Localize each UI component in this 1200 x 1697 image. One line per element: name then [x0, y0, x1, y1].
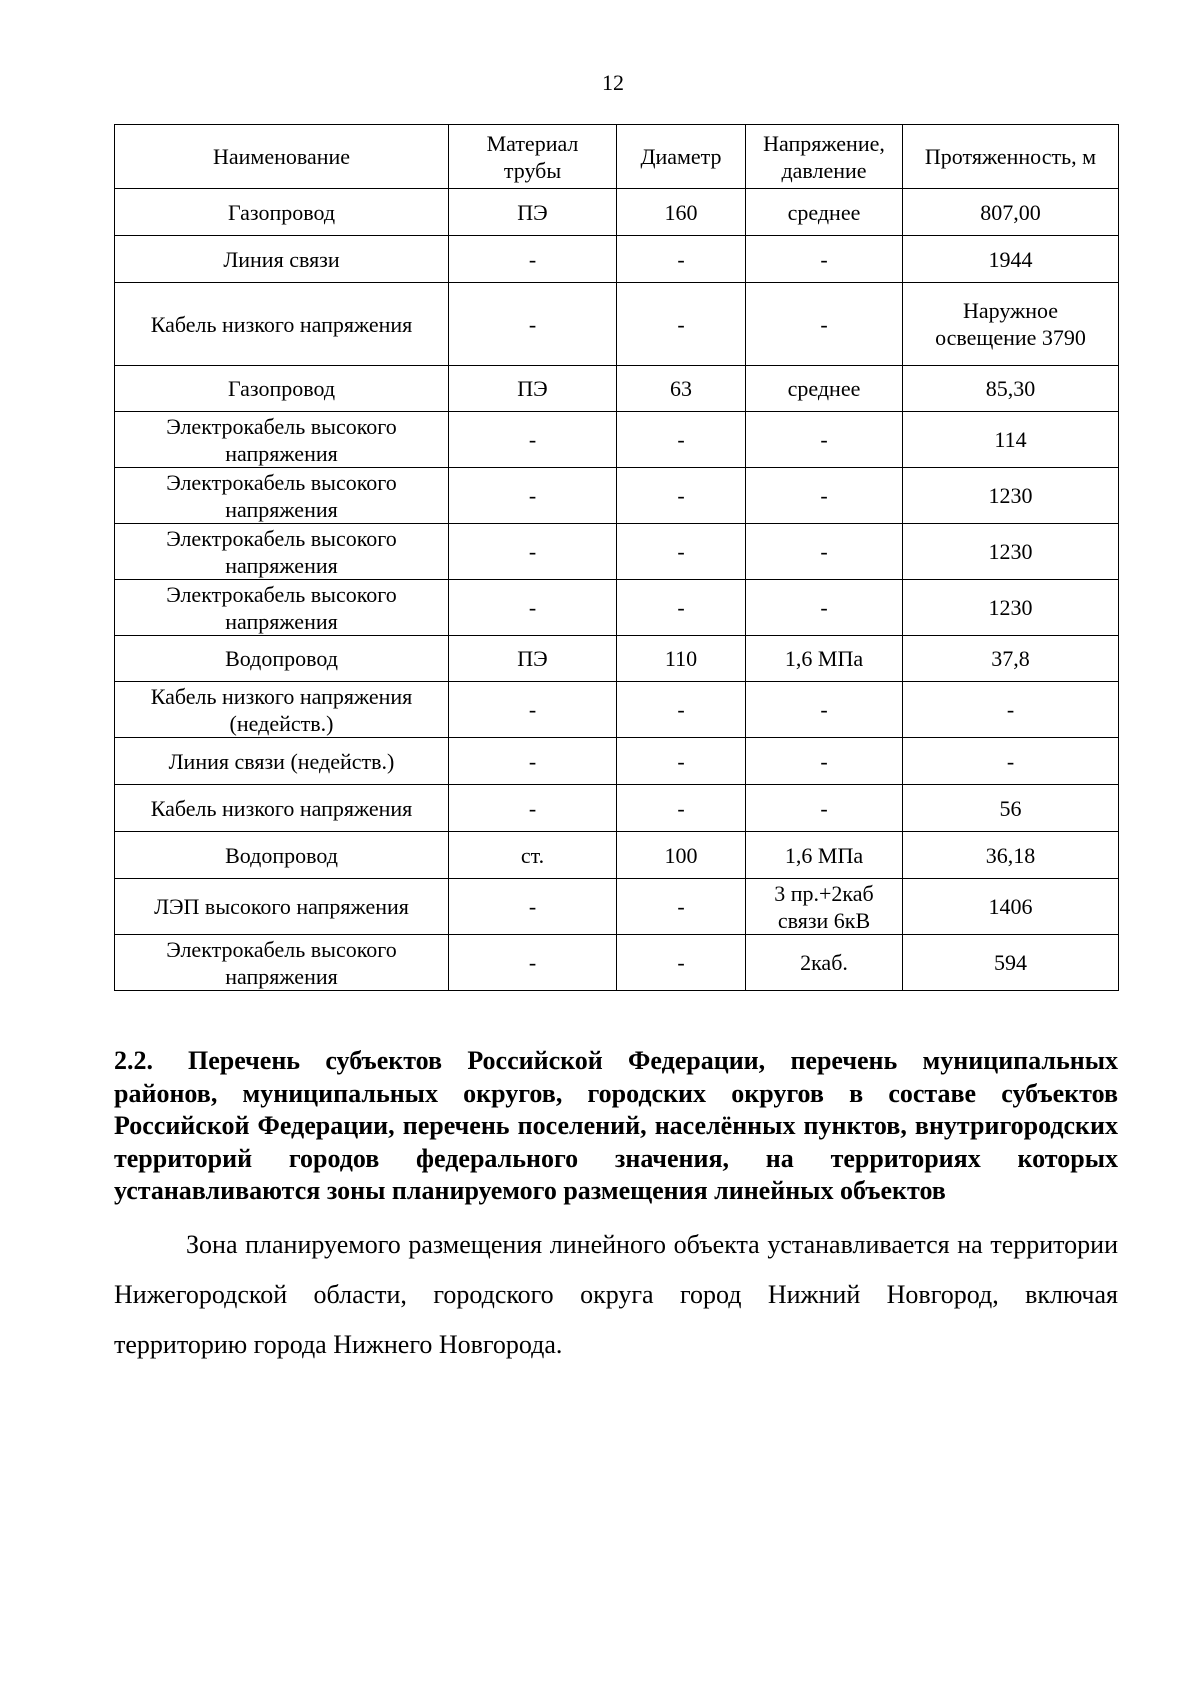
- cell-length: 114: [903, 412, 1119, 468]
- table-row: [115, 738, 1119, 785]
- cell-name: Кабель низкого напряжения: [115, 785, 449, 832]
- cell-diameter: -: [617, 682, 746, 738]
- section-2-2: [114, 1045, 1118, 1370]
- cell-diameter: -: [617, 580, 746, 636]
- cell-material: -: [449, 935, 617, 991]
- cell-length: 85,30: [903, 366, 1119, 412]
- table-row: [115, 236, 1119, 283]
- cell-material: ПЭ: [449, 636, 617, 682]
- cell-name: Линия связи: [115, 236, 449, 283]
- cell-length: 1944: [903, 236, 1119, 283]
- table-row: [115, 785, 1119, 832]
- header-material: Материал трубы: [449, 125, 617, 189]
- cell-material: -: [449, 236, 617, 283]
- table-header-row: [115, 125, 1119, 189]
- cell-diameter: 110: [617, 636, 746, 682]
- cell-diameter: -: [617, 738, 746, 785]
- cell-pressure: среднее: [746, 366, 903, 412]
- table-row: [115, 682, 1119, 738]
- utilities-table: [114, 124, 1119, 991]
- cell-pressure: -: [746, 580, 903, 636]
- section-number: 2.2.: [114, 1046, 153, 1075]
- cell-length: 37,8: [903, 636, 1119, 682]
- cell-material: -: [449, 412, 617, 468]
- cell-length: 1230: [903, 580, 1119, 636]
- table-row: [115, 832, 1119, 879]
- cell-name: Электрокабель высокого напряжения: [115, 412, 449, 468]
- table-row: [115, 468, 1119, 524]
- header-length: Протяженность, м: [903, 125, 1119, 189]
- cell-length: -: [903, 738, 1119, 785]
- page-number: 12: [602, 70, 624, 95]
- cell-diameter: 63: [617, 366, 746, 412]
- cell-material: -: [449, 785, 617, 832]
- cell-name: Линия связи (недейств.): [115, 738, 449, 785]
- cell-material: ПЭ: [449, 189, 617, 236]
- cell-pressure: -: [746, 682, 903, 738]
- cell-length: 1230: [903, 468, 1119, 524]
- cell-diameter: 160: [617, 189, 746, 236]
- cell-length: 56: [903, 785, 1119, 832]
- cell-length: -: [903, 682, 1119, 738]
- header-name: Наименование: [115, 125, 449, 189]
- table-row: [115, 879, 1119, 935]
- cell-pressure: 1,6 МПа: [746, 636, 903, 682]
- table-row: [115, 524, 1119, 580]
- cell-pressure: 3 пр.+2каб связи 6кВ: [746, 879, 903, 935]
- cell-diameter: -: [617, 236, 746, 283]
- cell-name: Кабель низкого напряжения (недейств.): [115, 682, 449, 738]
- cell-pressure: -: [746, 738, 903, 785]
- cell-name: Электрокабель высокого напряжения: [115, 524, 449, 580]
- cell-material: -: [449, 879, 617, 935]
- cell-material: -: [449, 468, 617, 524]
- cell-name: Электрокабель высокого напряжения: [115, 935, 449, 991]
- cell-diameter: -: [617, 785, 746, 832]
- header-diameter: Диаметр: [617, 125, 746, 189]
- cell-length: 1406: [903, 879, 1119, 935]
- header-pressure: Напряжение, давление: [746, 125, 903, 189]
- cell-material: -: [449, 283, 617, 366]
- cell-diameter: -: [617, 935, 746, 991]
- cell-material: -: [449, 580, 617, 636]
- cell-diameter: 100: [617, 832, 746, 879]
- cell-diameter: -: [617, 524, 746, 580]
- cell-diameter: -: [617, 468, 746, 524]
- section-paragraph: Зона планируемого размещения линейного объекта устанавливается на территории Нижегородской области, городского округа город Нижний Новгород, включая территорию города Нижнего Новгорода.: [114, 1229, 1118, 1359]
- cell-pressure: 1,6 МПа: [746, 832, 903, 879]
- cell-length: 594: [903, 935, 1119, 991]
- cell-diameter: -: [617, 879, 746, 935]
- cell-length: 1230: [903, 524, 1119, 580]
- cell-diameter: -: [617, 283, 746, 366]
- cell-name: Электрокабель высокого напряжения: [115, 580, 449, 636]
- cell-material: ПЭ: [449, 366, 617, 412]
- cell-name: Кабель низкого напряжения: [115, 283, 449, 366]
- cell-material: -: [449, 738, 617, 785]
- table-body: [115, 189, 1119, 991]
- cell-pressure: -: [746, 412, 903, 468]
- cell-length: 807,00: [903, 189, 1119, 236]
- cell-pressure: 2каб.: [746, 935, 903, 991]
- cell-name: Газопровод: [115, 189, 449, 236]
- cell-pressure: -: [746, 524, 903, 580]
- cell-material: -: [449, 524, 617, 580]
- cell-name: Электрокабель высокого напряжения: [115, 468, 449, 524]
- cell-name: Газопровод: [115, 366, 449, 412]
- table-row: [115, 366, 1119, 412]
- section-heading: [114, 1045, 1118, 1208]
- table-row: [115, 189, 1119, 236]
- cell-pressure: среднее: [746, 189, 903, 236]
- cell-length: Наружное освещение 3790: [903, 283, 1119, 366]
- table-row: [115, 412, 1119, 468]
- cell-material: -: [449, 682, 617, 738]
- cell-pressure: -: [746, 468, 903, 524]
- cell-name: ЛЭП высокого напряжения: [115, 879, 449, 935]
- cell-pressure: -: [746, 785, 903, 832]
- cell-name: Водопровод: [115, 636, 449, 682]
- cell-diameter: -: [617, 412, 746, 468]
- table-row: [115, 580, 1119, 636]
- cell-pressure: -: [746, 283, 903, 366]
- section-heading-text: Перечень субъектов Российской Федерации, перечень муниципальных районов, муниципальных округов, городских округов в составе субъектов Российской Федерации, перечень поселений, населённых пунктов, внутригородских территорий городов федерального значения, на территориях которых устанавливаются зоны планируемого размещения линейных объектов: [114, 1046, 1118, 1205]
- cell-material: ст.: [449, 832, 617, 879]
- table-row: [115, 636, 1119, 682]
- cell-length: 36,18: [903, 832, 1119, 879]
- table-row: [115, 283, 1119, 366]
- cell-name: Водопровод: [115, 832, 449, 879]
- cell-pressure: -: [746, 236, 903, 283]
- table-row: [115, 935, 1119, 991]
